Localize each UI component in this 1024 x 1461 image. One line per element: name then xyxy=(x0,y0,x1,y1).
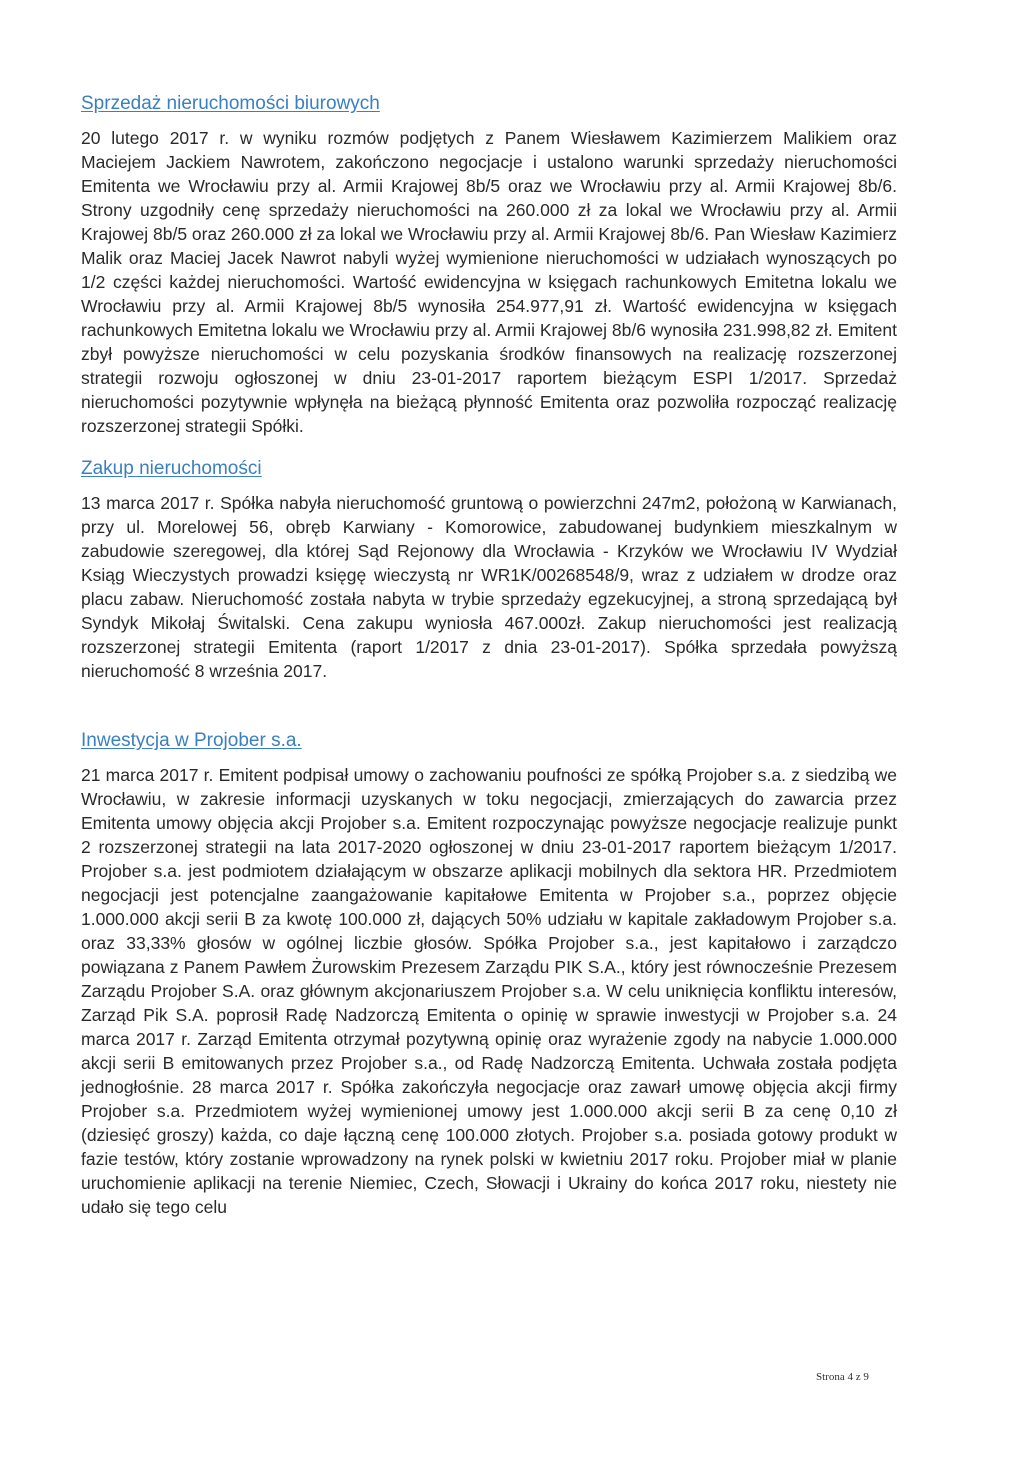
document-page xyxy=(81,92,897,1219)
page-number: Strona 4 z 9 xyxy=(816,1371,869,1383)
section-heading-investment: Inwestycja w Projober s.a. xyxy=(81,730,302,751)
section-property-purchase xyxy=(81,457,897,683)
section-body-investment: 21 marca 2017 r. Emitent podpisał umowy o zachowaniu poufności ze spółką Projober s.a. z siedzibą we Wrocławiu, w zakresie informacji uzyskanych w toku negocjacji, zmierzających do zawarcia przez Emitenta umowy objęcia akcji Projober s.a. Emitent rozpoczynając powyższe negocjacje realizuje punkt 2 rozszerzonej strategii na lata 2017-2020 ogłoszonej w dniu 23-01-2017 raportem bieżącym 1/2017. Projober s.a. jest podmiotem działającym w obszarze aplikacji mobilnych dla sektora HR. Przedmiotem negocjacji jest potencjalne zaangażowanie kapitałowe Emitenta w Projober s.a., poprzez objęcie 1.000.000 akcji serii B za kwotę 100.000 zł, dających 50% udziału w kapitale zakładowym Projober s.a. oraz 33,33% głosów w ogólnej liczbie głosów. Spółka Projober s.a., jest kapitałowo i zarządczo powiązana z Panem Pawłem Żurowskim Prezesem Zarządu PIK S.A., który jest równocześnie Prezesem Zarządu Projober S.A. oraz głównym akcjonariuszem Projober s.a. W celu uniknięcia konfliktu interesów, Zarząd Pik S.A. poprosił Radę Nadzorczą Emitenta o opinię w sprawie inwestycji w Projober s.a. 24 marca 2017 r. Zarząd Emitenta otrzymał pozytywną opinię oraz wyrażenie zgody na nabycie 1.000.000 akcji serii B emitowanych przez Projober s.a., od Radę Nadzorczą Emitenta. Uchwała została podjęta jednogłośnie. 28 marca 2017 r. Spółka zakończyła negocjacje oraz zawarł umowę objęcia akcji firmy Projober s.a. Przedmiotem wyżej wymienionej umowy jest 1.000.000 akcji serii B za cenę 0,10 zł (dziesięć groszy) każda, co daje łączną cenę 100.000 złotych. Projober s.a. posiada gotowy produkt w fazie testów, który zostanie wprowadzony na rynek polski w kwietniu 2017 roku. Projober miał w planie uruchomienie aplikacji na terenie Niemiec, Czech, Słowacji i Ukrainy do końca 2017 roku, niestety nie udało się tego celu xyxy=(81,765,897,1217)
section-sale-of-office-properties xyxy=(81,92,897,438)
section-heading-sale: Sprzedaż nieruchomości biurowych xyxy=(81,93,380,114)
section-projober-investment xyxy=(81,729,897,1219)
section-body-purchase: 13 marca 2017 r. Spółka nabyła nieruchomość gruntową o powierzchni 247m2, położoną w Karwianach, przy ul. Morelowej 56, obręb Karwiany - Komorowice, zabudowanej budynkiem mieszkalnym w zabudowie szeregowej, dla której Sąd Rejonowy dla Wrocławia - Krzyków we Wrocławiu IV Wydział Ksiąg Wieczystych prowadzi księgę wieczystą nr WR1K/00268548/9, wraz z udziałem w drodze oraz placu zabaw. Nieruchomość została nabyta w trybie sprzedaży egzekucyjnej, a stroną sprzedającą był Syndyk Mikołaj Świtalski. Cena zakupu wyniosła 467.000zł. Zakup nieruchomości jest realizacją rozszerzonej strategii Emitenta (raport 1/2017 z dnia 23-01-2017). Spółka sprzedała powyższą nieruchomość 8 września 2017. xyxy=(81,493,897,681)
section-body-sale: 20 lutego 2017 r. w wyniku rozmów podjętych z Panem Wiesławem Kazimierzem Malikiem oraz Maciejem Jackiem Nawrotem, zakończono negocjacje i ustalono warunki sprzedaży nieruchomości Emitenta we Wrocławiu przy al. Armii Krajowej 8b/5 oraz we Wrocławiu przy al. Armii Krajowej 8b/6. Strony uzgodniły cenę sprzedaży nieruchomości na 260.000 zł za lokal we Wrocławiu przy al. Armii Krajowej 8b/5 oraz 260.000 zł za lokal we Wrocławiu przy al. Armii Krajowej 8b/6. Pan Wiesław Kazimierz Malik oraz Maciej Jacek Nawrot nabyli wyżej wymienione nieruchomości w udziałach wynoszących po 1/2 części każdej nieruchomości. Wartość ewidencyjna w księgach rachunkowych Emitetna lokalu we Wrocławiu przy al. Armii Krajowej 8b/5 wynosiła 254.977,91 zł. Wartość ewidencyjna w księgach rachunkowych Emitetna lokalu we Wrocławiu przy al. Armii Krajowej 8b/6 wynosiła 231.998,82 zł. Emitent zbył powyższe nieruchomości w celu pozyskania środków finansowych na realizację rozszerzonej strategii rozwoju ogłoszonej w dniu 23-01-2017 raportem bieżącym ESPI 1/2017. Sprzedaż nieruchomości pozytywnie wpłynęła na bieżącą płynność Emitenta oraz pozwoliła rozpocząć realizację rozszerzonej strategii Spółki. xyxy=(81,128,897,436)
section-heading-purchase: Zakup nieruchomości xyxy=(81,458,262,479)
